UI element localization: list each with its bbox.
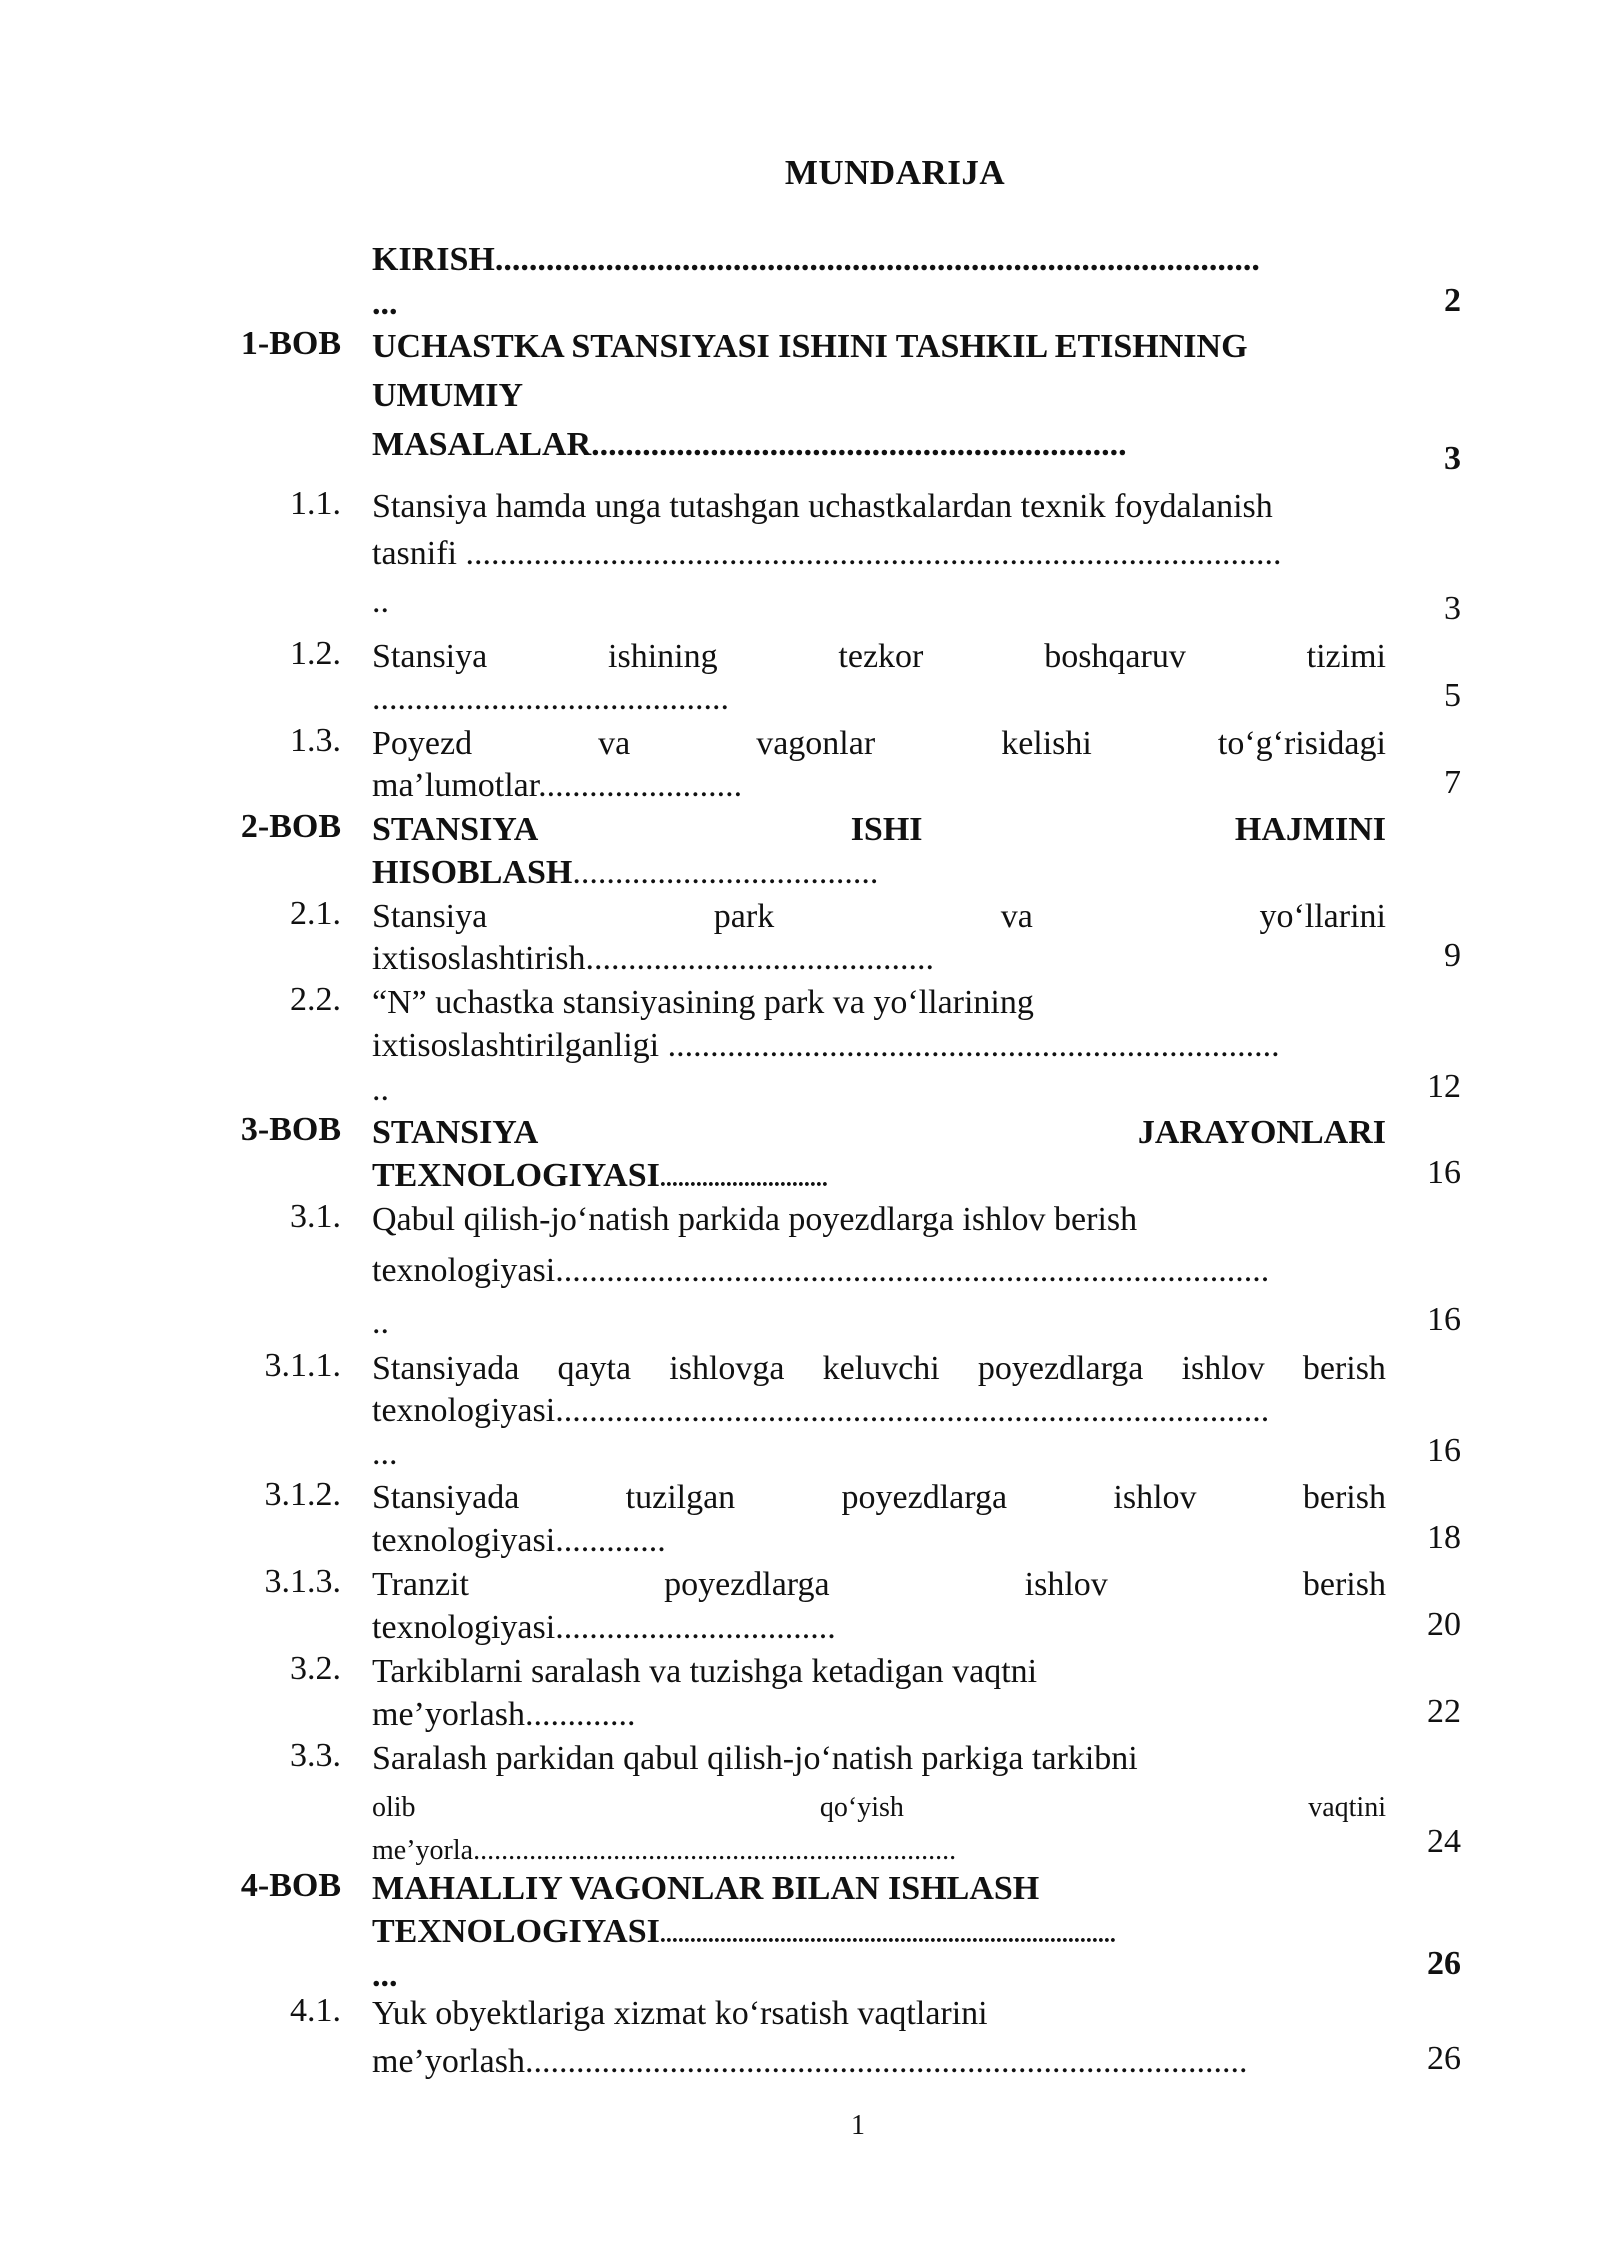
title-word: berish xyxy=(1302,1350,1386,1387)
toc-entry-title-continued: texnologiyasi............. xyxy=(372,1522,666,1559)
dot-leader: ............................................................................ xyxy=(659,1922,1116,1948)
toc-page-number: 26 xyxy=(1427,1945,1461,1982)
title-word: Tranzit xyxy=(372,1566,469,1603)
toc-page-number: 7 xyxy=(1444,764,1461,801)
toc-entry-title-continued: ... xyxy=(372,1957,398,1994)
toc-page-number: 24 xyxy=(1427,1823,1461,1860)
section-number: 4.1. xyxy=(290,1992,341,2029)
toc-entry-title-continued: MASALALAR............................................................... xyxy=(372,426,1127,463)
title-word: qo‘yish xyxy=(819,1792,904,1823)
section-number: 3.1.3. xyxy=(264,1563,341,1600)
section-number: 3.1.1. xyxy=(264,1347,341,1384)
title-word: Stansiya xyxy=(372,898,488,935)
title-word: poyezdlarga xyxy=(977,1350,1144,1387)
page-title: MUNDARIJA xyxy=(784,153,1006,192)
toc-entry-title-continued: ixtisoslashtirish......................................... xyxy=(372,940,934,977)
title-word: to‘g‘risidagi xyxy=(1217,725,1386,762)
title-word: ISHI xyxy=(850,811,923,848)
title-word: ishining xyxy=(608,638,718,675)
toc-entry-title: Stansiya hamda unga tutashgan uchastkalardan texnik foydalanish xyxy=(372,488,1273,525)
title-word: boshqaruv xyxy=(1044,638,1186,675)
title-word: vaqtini xyxy=(1308,1792,1386,1823)
toc-entry-title xyxy=(372,722,1386,766)
toc-entry-title-continued: .. xyxy=(372,1304,389,1341)
toc-entry-title-continued: me’yorlash............. xyxy=(372,1696,636,1733)
toc-entry-title xyxy=(372,1563,1386,1607)
chapter-number: 2-BOB xyxy=(240,808,341,845)
chapter-number: 4-BOB xyxy=(240,1867,341,1904)
toc-entry-title-continued: ... xyxy=(372,285,398,322)
title-word: qayta xyxy=(557,1350,632,1387)
toc-page-number: 22 xyxy=(1427,1693,1461,1730)
toc-entry-title-continued: ma’lumotlar........................ xyxy=(372,767,743,804)
section-number: 3.2. xyxy=(290,1650,341,1687)
toc-entry-title-continued xyxy=(372,1910,1386,1957)
title-word: poyezdlarga xyxy=(664,1566,830,1603)
title-text: TEXNOLOGIYASI xyxy=(372,1157,660,1194)
toc-page-number: 9 xyxy=(1444,937,1461,974)
chapter-number: 3-BOB xyxy=(240,1111,341,1148)
dot-leader: .................................... xyxy=(572,854,879,891)
toc-page-number: 2 xyxy=(1444,282,1461,319)
toc-entry-title-continued: me’yorla..................................................................... xyxy=(372,1835,957,1866)
toc-entry-title-continued: texnologiyasi.................................................................................... xyxy=(372,1392,1270,1429)
title-word: tuzilgan xyxy=(625,1479,736,1516)
title-word: tizimi xyxy=(1306,638,1386,675)
toc-page-number: 16 xyxy=(1427,1432,1461,1469)
section-number: 2.1. xyxy=(290,895,341,932)
title-word: tezkor xyxy=(838,638,924,675)
toc-page-number: 3 xyxy=(1444,440,1461,477)
title-word: Stansiya xyxy=(372,638,488,675)
section-number: 3.1.2. xyxy=(264,1476,341,1513)
toc-page-number: 3 xyxy=(1444,590,1461,627)
toc-entry-title: KIRISH.......................................................................................... xyxy=(372,241,1260,278)
toc-entry-title-continued: .. xyxy=(372,1071,389,1108)
section-number: 3.1. xyxy=(290,1198,341,1235)
title-word: va xyxy=(598,725,631,762)
toc-entry-title: Saralash parkidan qabul qilish-jo‘natish parkiga tarkibni xyxy=(372,1740,1138,1777)
toc-entry-title: UCHASTKA STANSIYASI ISHINI TASHKIL ETISHNING xyxy=(372,328,1248,365)
title-word: keluvchi xyxy=(822,1350,940,1387)
toc-entry-title-continued: UMUMIY xyxy=(372,377,524,414)
toc-entry-title xyxy=(372,895,1386,939)
toc-page-number: 20 xyxy=(1427,1606,1461,1643)
toc-entry-title: Qabul qilish-jo‘natish parkida poyezdlarga ishlov berish xyxy=(372,1201,1138,1238)
chapter-number: 1-BOB xyxy=(240,325,341,362)
toc-page-number: 18 xyxy=(1427,1519,1461,1556)
title-word: STANSIYA xyxy=(372,811,539,848)
title-word: berish xyxy=(1302,1566,1386,1603)
section-number: 1.1. xyxy=(290,485,341,522)
title-word: vagonlar xyxy=(756,725,876,762)
title-word: STANSIYA xyxy=(372,1114,539,1151)
toc-entry-title: MAHALLIY VAGONLAR BILAN ISHLASH xyxy=(372,1870,1040,1907)
toc-entry-title-continued: texnologiyasi.................................................................................... xyxy=(372,1252,1270,1289)
toc-entry-title-continued xyxy=(372,851,1386,895)
toc-page-number: 16 xyxy=(1427,1154,1461,1191)
toc-page-number: 5 xyxy=(1444,677,1461,714)
title-word: ishlov xyxy=(1181,1350,1265,1387)
toc-entry-title-continued: me’yorlash..................................................................................... xyxy=(372,2043,1248,2080)
title-text: HISOBLASH xyxy=(372,854,573,891)
title-word: kelishi xyxy=(1001,725,1092,762)
dot-leader: ............................ xyxy=(659,1166,828,1192)
toc-page-number: 16 xyxy=(1427,1301,1461,1338)
toc-entry-title xyxy=(372,1476,1386,1520)
title-word: olib xyxy=(372,1792,416,1823)
toc-entry-title-continued: ... xyxy=(372,1435,398,1472)
title-word: Poyezd xyxy=(372,725,473,762)
title-word: JARAYONLARI xyxy=(1137,1114,1386,1151)
toc-entry-title-continued xyxy=(372,1786,1386,1830)
title-word: va xyxy=(1000,898,1033,935)
title-text: TEXNOLOGIYASI xyxy=(372,1913,660,1950)
toc-entry-title-continued: tasnifi ................................................................................................ xyxy=(372,535,1282,572)
title-word: HAJMINI xyxy=(1234,811,1386,848)
title-word: Stansiyada xyxy=(372,1350,520,1387)
title-word: yo‘llarini xyxy=(1259,898,1386,935)
title-word: Stansiyada xyxy=(372,1479,520,1516)
toc-entry-title xyxy=(372,635,1386,679)
title-word: ishlovga xyxy=(669,1350,785,1387)
toc-entry-title: Yuk obyektlariga xizmat ko‘rsatish vaqtlarini xyxy=(372,1995,988,2032)
title-word: berish xyxy=(1302,1479,1386,1516)
title-word: ishlov xyxy=(1024,1566,1108,1603)
title-word: poyezdlarga xyxy=(841,1479,1008,1516)
page-number-footer: 1 xyxy=(851,2110,865,2141)
section-number: 1.2. xyxy=(290,635,341,672)
title-word: ishlov xyxy=(1113,1479,1197,1516)
toc-page-number: 12 xyxy=(1427,1068,1461,1105)
toc-entry-title-continued: .. xyxy=(372,583,389,620)
toc-entry-title xyxy=(372,1347,1386,1391)
section-number: 3.3. xyxy=(290,1737,341,1774)
toc-entry-title-continued: texnologiyasi................................. xyxy=(372,1609,836,1646)
toc-entry-title: “N” uchastka stansiyasining park va yo‘llarining xyxy=(372,984,1034,1021)
toc-entry-title xyxy=(372,1111,1386,1155)
title-word: park xyxy=(713,898,775,935)
toc-entry-title: Tarkiblarni saralash va tuzishga ketadigan vaqtni xyxy=(372,1653,1038,1690)
toc-entry-title-continued: .......................................... xyxy=(372,680,729,717)
section-number: 2.2. xyxy=(290,981,341,1018)
toc-entry-title xyxy=(372,808,1386,852)
toc-page-number: 26 xyxy=(1427,2040,1461,2077)
section-number: 1.3. xyxy=(290,722,341,759)
toc-entry-title-continued: ixtisoslashtirilganligi ........................................................................ xyxy=(372,1027,1280,1064)
toc-entry-title-continued xyxy=(372,1154,1386,1201)
